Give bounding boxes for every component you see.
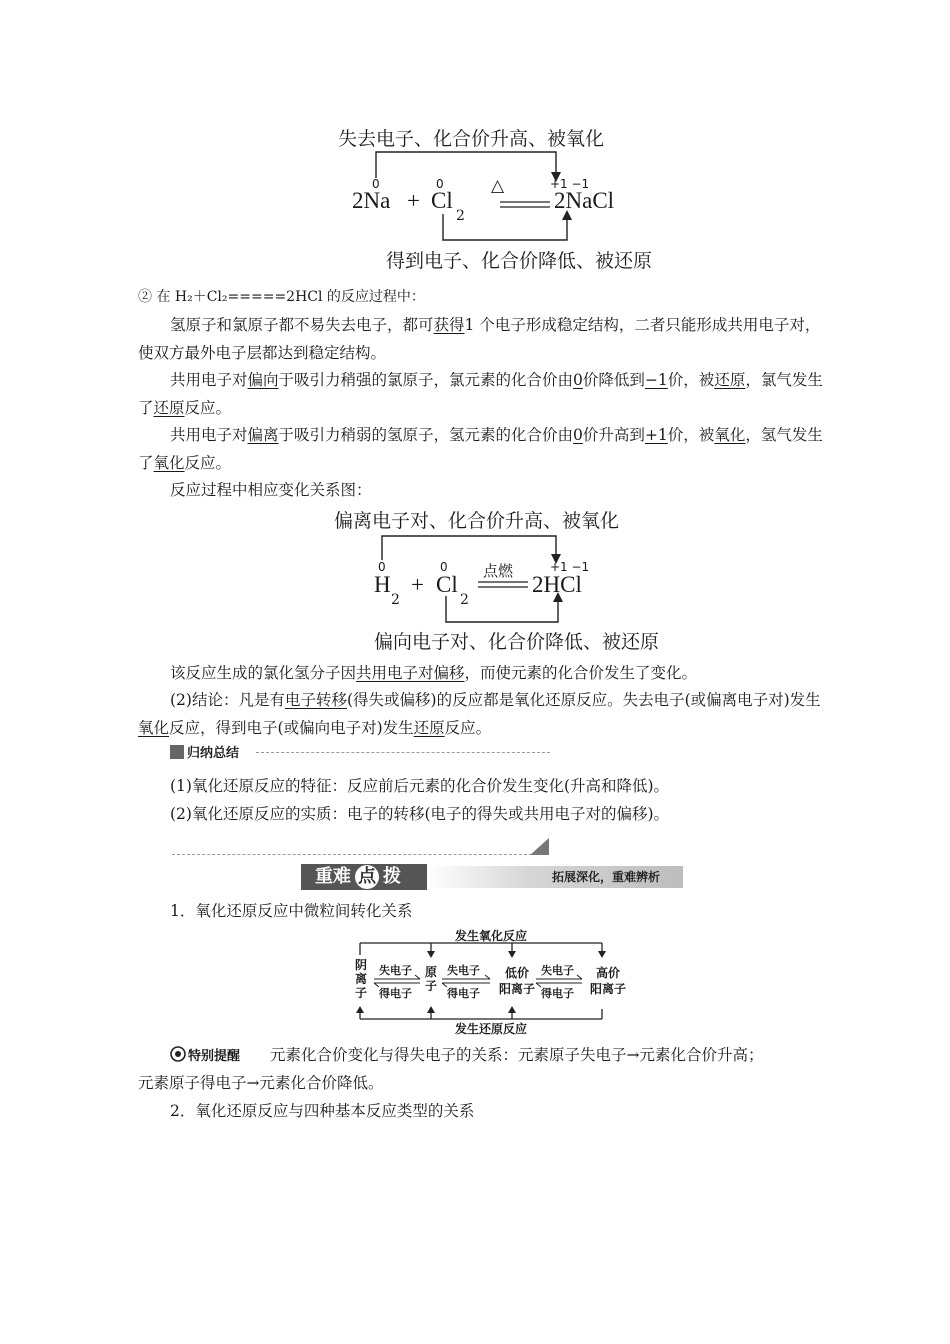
tip-icon [170,1046,186,1062]
reactant-cl-subscript: 2 [460,592,469,608]
answer-blank: 0 [573,371,583,389]
diagram1-top-label: 失去电子、化合价升高、被氧化 [338,128,605,150]
text: 价降低到 [582,371,645,389]
tip-text-1: 元素化合价变化与得失电子的关系：元素原子失电子→元素化合价升高； [270,1046,764,1064]
char: 阴 [355,958,368,972]
reactant-h-subscript: 2 [391,592,400,608]
answer-blank: 获得 [433,316,465,334]
summary-title: 归纳总结 [187,746,240,761]
char: 离 [355,972,368,986]
ox-state-na: 0 [372,177,380,191]
reactant-cl: Cl [436,572,458,597]
paragraph-shift-toward [138,366,828,422]
oxidation-label: 发生氧化反应 [455,929,528,943]
diagram2-bottom-label: 偏向电子对、化合价降低、被还原 [374,631,660,653]
paragraph-h-cl-atoms [138,311,828,367]
atom-node [425,965,437,993]
answer-blank: 电子转移 [284,691,347,709]
section-heading-2: 2．氧化还原反应与四种基本反应类型的关系 [170,1102,475,1120]
text: ，氯气发生了 [138,371,823,417]
ox-state-cl: 0 [440,560,448,574]
text: 于吸引力稍强的氯原子，氯元素的化合价由 [278,371,574,389]
answer-blank: 偏离 [247,426,279,444]
paragraph-conclusion [138,686,828,742]
diagram2-top-label: 偏离电子对、化合价升高、被氧化 [334,510,620,532]
text: 共用电子对 [170,371,248,389]
heat-symbol: △ [491,176,505,196]
answer-blank: 氧化 [714,426,746,444]
text: ，氢气发生了 [138,426,823,472]
reactant-cl: Cl [431,188,453,213]
answer-blank: 氧化 [153,454,185,472]
paragraph-diagram-intro: 反应过程中相应变化关系图： [170,481,372,499]
product-nacl: 2NaCl [554,188,615,213]
answer-blank: 0 [573,426,583,444]
banner-text-a: 重难 [315,866,351,887]
answer-blank: −1 [644,371,668,389]
banner-text-b: 点 [355,865,379,889]
section-heading-1: 1．氧化还原反应中微粒间转化关系 [170,902,413,920]
text: 反应，得到电子(或偏向电子对)发生 [169,719,414,737]
text: 共用电子对 [170,426,248,444]
lose-electron-label-3: 失电子 [541,964,574,977]
banner-text-c: 拨 [383,866,401,887]
summary-divider [256,752,550,753]
lose-electron-label-2: 失电子 [447,964,480,977]
diagram1-bottom-label: 得到电子、化合价降低、被还原 [386,250,653,272]
text: (2)结论：凡是有 [170,691,285,709]
text: 高价 [595,966,620,980]
text: ，而使元素的化合价发生了变化。 [464,664,698,682]
text: 价升高到 [582,426,645,444]
ox-state-product: +1 −1 [550,177,590,191]
text: 1 个电子形成稳定结构，二者只能形成共用电子对，使双方最外电子层都达到稳定结构。 [138,316,821,362]
answer-blank: 共用电子对偏移 [356,664,465,682]
text: 阳离子 [589,982,626,996]
reactant-cl-subscript: 2 [456,208,465,224]
plus-sign: + [407,188,420,213]
text: 反应。 [184,454,232,472]
reactant-h: H [374,572,391,597]
plus-sign: + [411,572,424,597]
summary-item-1: (1)氧化还原反应的特征：反应前后元素的化合价发生变化(升高和降低)。 [170,777,670,795]
ox-state-h: 0 [378,560,386,574]
answer-blank: 还原 [413,719,445,737]
tip-text-2: 元素原子得电子→元素化合价降低。 [138,1074,384,1092]
banner-subtitle: 拓展深化，重难辨析 [552,870,661,884]
square-bullet-icon [170,745,184,759]
summary-item-2: (2)氧化还原反应的实质：电子的转移(电子的得失或共用电子对的偏移)。 [170,805,670,823]
text: 反应。 [444,719,492,737]
reduction-label: 发生还原反应 [455,1022,528,1036]
text: 该反应生成的氯化氢分子因 [170,664,357,682]
corner-fold-icon [530,838,550,856]
text: 反应。 [184,399,232,417]
text: 价，被 [667,371,715,389]
ignition-condition: 点燃 [483,562,514,580]
ox-state-cl: 0 [436,177,444,191]
text: 低价 [504,966,529,980]
paragraph-shift-result [138,659,828,687]
gain-electron-label-1: 得电子 [379,987,412,1000]
answer-blank: 氧化 [138,719,170,737]
paragraph-shift-away [138,421,828,477]
reaction-intro: ② 在 H₂＋Cl₂=====2HCl 的反应过程中： [138,289,425,305]
text: (得失或偏移)的反应都是氧化还原反应。失去电子(或偏离电子对)发生 [346,691,821,709]
reactant-na: 2Na [352,188,391,213]
ox-state-product: +1 −1 [550,560,590,574]
summary-bottom-divider [172,854,532,855]
text: 阳离子 [498,982,535,996]
anion-node [355,958,367,1000]
high-cation-node [586,965,630,997]
gain-electron-label-2: 得电子 [447,987,480,1000]
tip-label: 特别提醒 [188,1049,241,1064]
text: 价，被 [667,426,715,444]
char: 子 [355,986,368,1000]
answer-blank: 还原 [153,399,185,417]
text: 氢原子和氯原子都不易失去电子，都可 [170,316,434,334]
banner-title [301,864,427,890]
char: 子 [425,979,438,993]
answer-blank: +1 [644,426,668,444]
answer-blank: 还原 [714,371,746,389]
lose-electron-label-1: 失电子 [379,964,412,977]
text: 于吸引力稍弱的氢原子，氢元素的化合价由 [278,426,574,444]
gain-electron-label-3: 得电子 [541,987,574,1000]
answer-blank: 偏向 [247,371,279,389]
low-cation-node [495,965,539,997]
char: 原 [425,965,438,979]
product-hcl: 2HCl [532,572,582,597]
